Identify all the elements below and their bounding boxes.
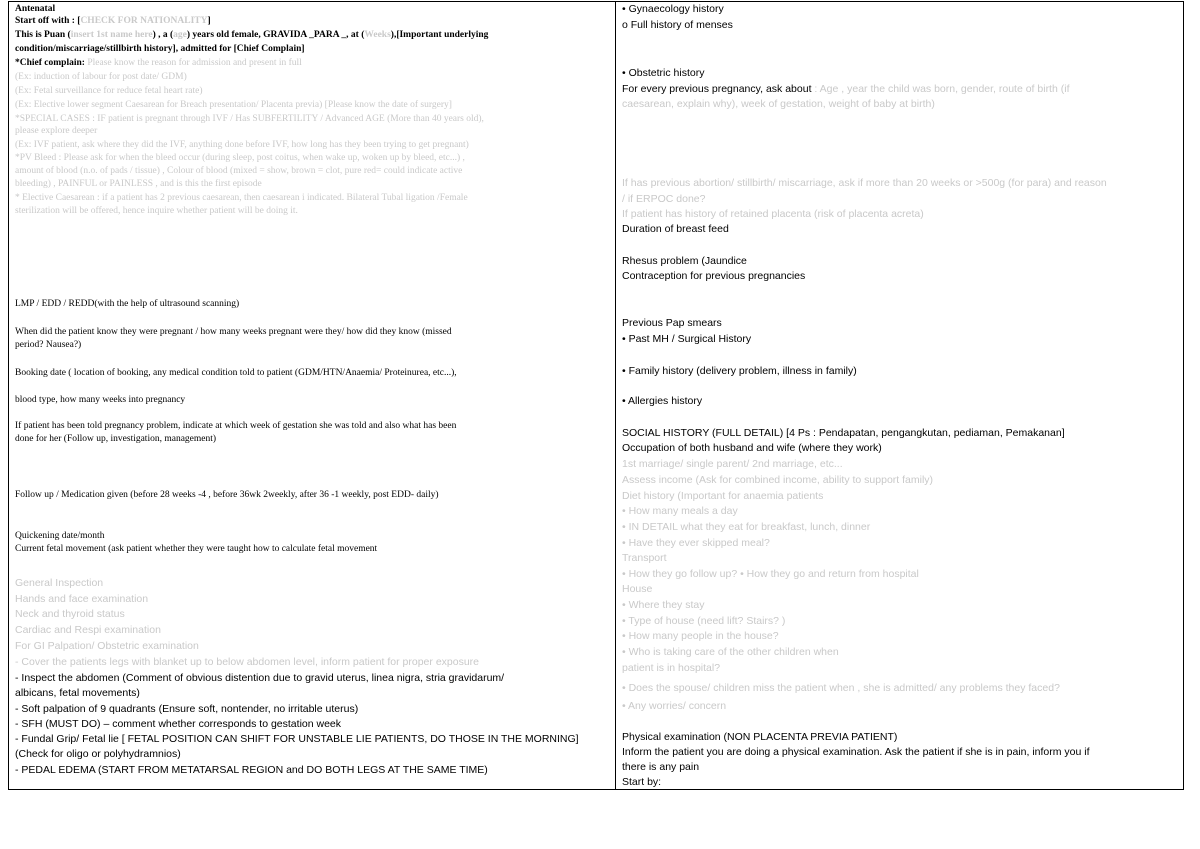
retained-placenta-note: If patient has history of retained placenta (risk of placenta acreta) bbox=[622, 208, 924, 220]
pregnancy-problem-line: done for her (Follow up, investigation, management) bbox=[15, 434, 217, 444]
chief-example: (Ex: Elective lower segment Caesarean for Breach presentation/ Placenta previa) [Please know the date of surgery] bbox=[15, 100, 452, 110]
exam-item: Cardiac and Respi examination bbox=[15, 624, 161, 636]
follow-up-line: Follow up / Medication given (before 28 weeks -4 , before 36wk 2weekly, after 36 -1 weekly, post EDD- daily) bbox=[15, 490, 439, 500]
social-detail: • How many people in the house? bbox=[622, 630, 779, 642]
chief-complain-line bbox=[15, 57, 302, 69]
elective-caesarean-note: * Elective Caesarean : if a patient has 2 previous caesarean, then caesarean i indicated. Bilateral Tubal ligation /Female bbox=[15, 193, 468, 203]
lmp-line: LMP / EDD / REDD(with the help of ultrasound scanning) bbox=[15, 299, 240, 309]
social-detail: 1st marriage/ single parent/ 2nd marriage, etc... bbox=[622, 458, 843, 470]
ivf-note: (Ex: IVF patient, ask where they did the IVF, anything done before IVF, how long has they been trying to get pregnant) bbox=[15, 140, 469, 150]
social-detail: Transport bbox=[622, 552, 667, 564]
physical-exam-instruction: Inform the patient you are doing a physical examination. Ask the patient if she is in pain, inform you if bbox=[622, 746, 1090, 758]
left-column bbox=[9, 2, 616, 789]
intro-c: ) years old female, GRAVIDA _PARA _, at ( bbox=[186, 30, 365, 40]
physical-exam-instruction: there is any pain bbox=[622, 761, 700, 773]
when-pregnant-line: period? Nausea?) bbox=[15, 340, 82, 350]
exam-step: - Inspect the abdomen (Comment of obvious distention due to gravid uterus, linea nigra, stria gravidarum/ bbox=[15, 672, 505, 684]
contraception-line: Contraception for previous pregnancies bbox=[622, 270, 806, 282]
special-cases-note: please explore deeper bbox=[15, 126, 98, 136]
exam-step: - SFH (MUST DO) – comment whether corresponds to gestation week bbox=[15, 718, 342, 730]
rhesus-line: Rhesus problem (Jaundice bbox=[622, 255, 747, 267]
social-detail: • How they go follow up? • How they go and return from hospital bbox=[622, 568, 919, 580]
start-off-line bbox=[15, 15, 211, 27]
previous-pregnancy-details: : Age , year the child was born, gender, route of birth (if bbox=[814, 83, 1070, 95]
quickening-line: Quickening date/month bbox=[15, 531, 105, 541]
abortion-note: / if ERPOC done? bbox=[622, 193, 706, 205]
social-detail: patient is in hospital? bbox=[622, 662, 721, 674]
intro-b: ) , a ( bbox=[152, 30, 174, 40]
social-detail: House bbox=[622, 583, 653, 595]
exam-step: - Soft palpation of 9 quadrants (Ensure soft, nontender, no irritable uterus) bbox=[15, 703, 359, 715]
exam-item: - Cover the patients legs with blanket up to below abdomen level, inform patient for proper exposure bbox=[15, 656, 480, 668]
physical-exam-heading: Physical examination (NON PLACENTA PREVIA PATIENT) bbox=[622, 731, 898, 743]
breast-feed-line: Duration of breast feed bbox=[622, 223, 729, 235]
fetal-movement-line: Current fetal movement (ask patient whether they were taught how to calculate fetal movement bbox=[15, 544, 378, 554]
previous-pregnancy-line bbox=[622, 83, 1069, 95]
nationality-placeholder: CHECK FOR NATIONALITY bbox=[80, 16, 208, 26]
intro-a: This is Puan ( bbox=[15, 30, 71, 40]
name-placeholder: insert 1st name here bbox=[70, 30, 153, 40]
exam-item: General Inspection bbox=[15, 577, 104, 589]
social-detail: • Have they ever skipped meal? bbox=[622, 537, 770, 549]
start-prefix: Start off with : [ bbox=[15, 16, 81, 26]
social-detail: Diet history (Important for anaemia patients bbox=[622, 490, 824, 502]
social-detail: • Who is taking care of the other children when bbox=[622, 646, 839, 658]
pregnancy-problem-line: If patient has been told pregnancy problem, indicate at which week of gestation she was told and also what has been bbox=[15, 421, 457, 431]
intro-line bbox=[15, 29, 488, 41]
previous-pregnancy-label: For every previous pregnancy, ask about bbox=[622, 83, 812, 95]
menses-history: o Full history of menses bbox=[622, 19, 733, 31]
abortion-note: If has previous abortion/ stillbirth/ miscarriage, ask if more than 20 weeks or >500g (for para) and reason bbox=[622, 177, 1107, 189]
blood-type-line: blood type, how many weeks into pregnancy bbox=[15, 395, 186, 405]
pv-bleed-note: amount of blood (n.o. of pads / tissue) , Colour of blood (mixed = show, brown = clot, pure red= could indicate active bbox=[15, 166, 463, 176]
social-detail: • How many meals a day bbox=[622, 505, 738, 517]
past-medical-history: • Past MH / Surgical History bbox=[622, 333, 752, 345]
pv-bleed-note: *PV Bleed : Please ask for when the bleed occur (during sleep, post coitus, when wake up, woken up by bleed, etc...) , bbox=[15, 153, 465, 163]
special-cases-note: *SPECIAL CASES : IF patient is pregnant through IVF / Has SUBFERTILITY / Advanced AGE (More than 40 years old), bbox=[15, 114, 484, 124]
elective-caesarean-note: sterilization will be offered, hence inquire whether patient will be doing it. bbox=[15, 206, 298, 216]
occupation-line: Occupation of both husband and wife (where they work) bbox=[622, 442, 882, 454]
chief-example: (Ex: induction of labour for post date/ GDM) bbox=[15, 72, 187, 82]
social-detail: Assess income (Ask for combined income, ability to support family) bbox=[622, 474, 934, 486]
exam-item: Neck and thyroid status bbox=[15, 608, 125, 620]
age-placeholder: age bbox=[173, 30, 187, 40]
exam-step: (Check for oligo or polyhydramnios) bbox=[15, 748, 181, 760]
social-history-heading: SOCIAL HISTORY (FULL DETAIL) [4 Ps : Pendapatan, pengangkutan, pediaman, Pemakanan] bbox=[622, 427, 1065, 439]
when-pregnant-line: When did the patient know they were pregnant / how many weeks pregnant were they/ how did they know (missed bbox=[15, 327, 452, 337]
allergies-history: • Allergies history bbox=[622, 395, 703, 407]
intro-d: ),[Important underlying bbox=[390, 30, 489, 40]
weeks-placeholder: Weeks bbox=[364, 30, 391, 40]
exam-item: Hands and face examination bbox=[15, 593, 149, 605]
exam-item: For GI Palpation/ Obstetric examination bbox=[15, 640, 199, 652]
pap-smear-line: Previous Pap smears bbox=[622, 317, 722, 329]
exam-step: albicans, fetal movements) bbox=[15, 687, 140, 699]
family-history: • Family history (delivery problem, illness in family) bbox=[622, 365, 857, 377]
social-detail: • Type of house (need lift? Stairs? ) bbox=[622, 615, 786, 627]
gynaecology-history: • Gynaecology history bbox=[622, 3, 724, 15]
notes-sheet bbox=[8, 1, 1184, 790]
right-column bbox=[616, 2, 1183, 789]
chief-example: (Ex: Fetal surveillance for reduce fetal heart rate) bbox=[15, 86, 203, 96]
social-detail: • Where they stay bbox=[622, 599, 705, 611]
section-title: Antenatal bbox=[15, 4, 56, 14]
start-by-line: Start by: bbox=[622, 776, 662, 788]
exam-step: - PEDAL EDEMA (START FROM METATARSAL REGION and DO BOTH LEGS AT THE SAME TIME) bbox=[15, 764, 488, 776]
exam-step: - Fundal Grip/ Fetal lie [ FETAL POSITION CAN SHIFT FOR UNSTABLE LIE PATIENTS, DO THOSE IN THE MORNING] bbox=[15, 733, 579, 745]
social-detail: • IN DETAIL what they eat for breakfast, lunch, dinner bbox=[622, 521, 871, 533]
chief-complain-label: *Chief complain: bbox=[15, 58, 85, 68]
obstetric-history: • Obstetric history bbox=[622, 67, 705, 79]
pv-bleed-note: bleeding) , PAINFUL or PAINLESS , and is this the first episode bbox=[15, 179, 262, 189]
start-suffix: ] bbox=[207, 16, 211, 26]
intro-line-2: condition/miscarriage/stillbirth history], admitted for [Chief Complain] bbox=[15, 44, 305, 54]
spouse-note: • Does the spouse/ children miss the patient when , she is admitted/ any problems they faced? bbox=[622, 682, 1060, 694]
booking-line: Booking date ( location of booking, any medical condition told to patient (GDM/HTN/Anaemia/ Proteinurea, etc...), bbox=[15, 368, 457, 378]
worries-note: • Any worries/ concern bbox=[622, 700, 727, 712]
chief-complain-note: Please know the reason for admission and present in full bbox=[87, 58, 302, 68]
previous-pregnancy-details: caesarean, explain why), week of gestation, weight of baby at birth) bbox=[622, 98, 935, 110]
